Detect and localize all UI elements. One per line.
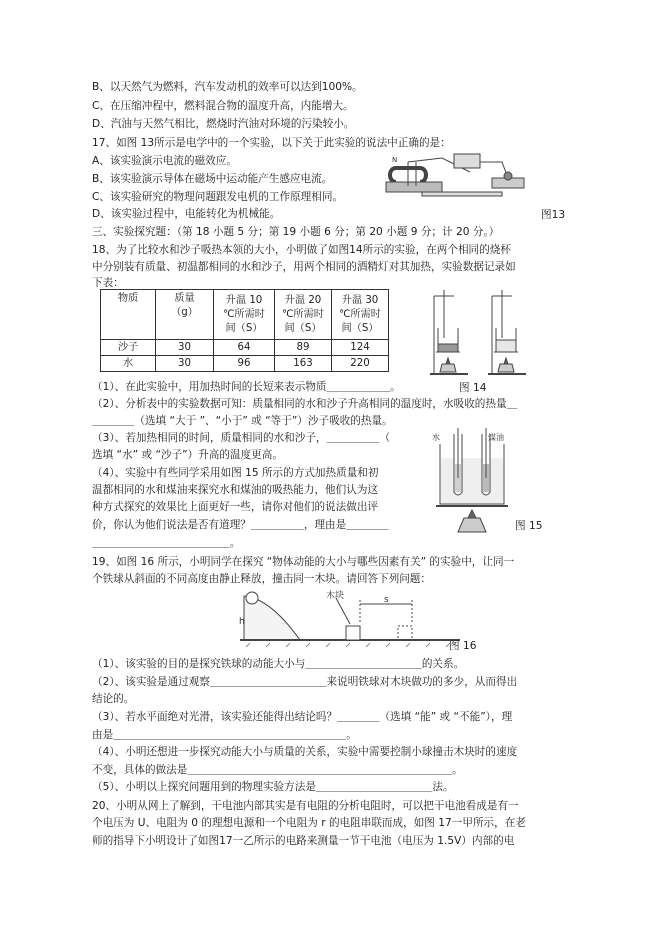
fig16-block-label: 木块	[326, 591, 345, 601]
q18-part-4-line-2: 温都相同的水和煤油来探究水和煤油的吸热能力，他们认为这	[92, 484, 379, 496]
option-b-line: B、以天然气为燃料，汽车发动机的效率可以达到100%。	[92, 81, 363, 93]
table-cell: 64	[214, 340, 275, 356]
q19-part-1: （1）、该实验的目的是探究铁球的动能大小与＿＿＿＿＿＿＿＿＿＿＿的关系。	[92, 658, 465, 670]
q18-part-4-line-5: ＿＿＿＿＿＿＿＿＿＿＿＿＿。	[92, 537, 241, 549]
figure-15-caption: 图 15	[515, 520, 543, 532]
table-cell: 30	[156, 356, 214, 372]
q19-part-4-line-1: （4）、小明还想进一步探究动能大小与质量的关系，实验中需要控制小球撞击木块时的速度	[92, 746, 518, 758]
table-row	[101, 340, 389, 356]
data-table	[100, 289, 389, 372]
table-cell: 96	[214, 356, 275, 372]
q18-part-1: （1）、在此实验中，用加热时间的长短来表示物质＿＿＿＿＿＿。	[92, 381, 401, 393]
q18-line-2: 中分别装有质量、初温都相同的水和沙子，用两个相同的酒精灯对其加热，实验数据记录如	[92, 261, 516, 273]
table-cell: 163	[275, 356, 332, 372]
q18-part-3-line-2: 选填 “水” 或 “沙子”）升高的温度更高。	[92, 449, 283, 461]
q20-line-3: 师的指导下小明设计了如图17一乙所示的电路来测量一节干电池（电压为 1.5V）内部的电	[92, 835, 515, 847]
q19-part-3-line-2: 由是＿＿＿＿＿＿＿＿＿＿＿＿＿＿＿＿＿＿＿＿＿＿。	[92, 729, 357, 741]
q17-option-b: B、该实验演示导体在磁场中运动能产生感应电流。	[92, 173, 333, 185]
q17-option-d: D、该实验过程中，电能转化为机械能。	[92, 208, 281, 220]
table-cell: 30	[156, 340, 214, 356]
q17-option-a: A、该实验演示电流的磁效应。	[92, 155, 237, 167]
header-cell-20: 升温 20 ℃所需时 间（S）	[275, 290, 332, 340]
q18-part-4-line-3: 种方式探究的效果比上面更好一些，请你对他们的说法做出评	[92, 501, 379, 513]
header-cell-substance: 物质	[101, 290, 156, 340]
figure-15-apparatus	[432, 428, 512, 536]
figure-14-caption: 图 14	[459, 382, 487, 394]
q18-line-1: 18、为了比较水和沙子吸热本领的大小，小明做了如图14所示的实验，在两个相同的烧杯	[92, 244, 511, 256]
section-3-heading: 三、实验探究题：（第 18 小题 5 分；第 19 小题 6 分；第 20 小题 9 分；计 20 分。）	[92, 226, 500, 238]
q20-line-1: 20、小明从网上了解到，干电池内部其实是有电阻的分析电阻时，可以把干电池看成是有一	[92, 800, 519, 812]
header-cell-10: 升温 10 ℃所需时 间（S）	[214, 290, 275, 340]
q19-line-2: 个铁球从斜面的不同高度由静止释放，撞击同一木块。请回答下列问题：	[92, 573, 431, 585]
figure-16-apparatus	[240, 588, 460, 648]
table-header-row	[101, 290, 389, 340]
table-cell: 水	[101, 356, 156, 372]
table-cell: 220	[332, 356, 389, 372]
question-17: 17、如图 13所示是电学中的一个实验，以下关于此实验的说法中正确的是：	[92, 137, 451, 149]
q19-part-3-line-1: （3）、若水平面绝对光滑，该实验还能得出结论吗？＿＿＿＿（选填 “能” 或 “不能”），理	[92, 711, 513, 723]
header-cell-mass: 质量 （g）	[156, 290, 214, 340]
q19-part-2-line-2: 结论的。	[92, 693, 135, 705]
q17-option-c: C、该实验研究的物理问题跟发电机的工作原理相同。	[92, 191, 344, 203]
q18-part-3-line-1: （3）、若加热相同的时间，质量相同的水和沙子，＿＿＿＿＿（	[92, 432, 391, 444]
q18-part-4-line-4: 价，你认为他们说法是否有道理？＿＿＿＿＿，理由是＿＿＿＿	[92, 519, 389, 531]
fig13-n-label: N	[392, 156, 398, 164]
q19-part-2-line-1: （2）、该实验是通过观察＿＿＿＿＿＿＿＿＿＿＿来说明铁球对木块做功的多少，从而得出	[92, 676, 518, 688]
q18-part-4-line-1: （4）、实验中有些同学采用如图 15 所示的方式加热质量和初	[92, 467, 379, 479]
q20-line-2: 个电压为 U、电阻为 0 的理想电源和一个电阻为 r 的电阻串联而成，如图 17一甲所示，在老	[92, 817, 526, 829]
q18-line-3: 下表：	[92, 277, 124, 289]
figure-16-caption: 图 16	[449, 640, 477, 652]
figure-13-caption: 图13	[541, 209, 566, 221]
q18-part-2-line-2: ＿＿＿＿（选填 “大于 ”、“小于” 或 “等于”）沙子吸收的热量。	[92, 415, 393, 427]
fig16-h-label: h	[239, 617, 245, 627]
q19-part-5: （5）、小明以上探究问题用到的物理实验方法是＿＿＿＿＿＿＿＿＿＿＿法。	[92, 781, 454, 793]
table-cell: 124	[332, 340, 389, 356]
fig16-s-label: s	[384, 595, 389, 605]
option-c-line: C、在压缩冲程中，燃料混合物的温度升高，内能增大。	[92, 100, 354, 112]
fig15-water-label: 水	[432, 433, 440, 442]
table-cell: 89	[275, 340, 332, 356]
option-d-line: D、汽油与天然气相比，燃烧时汽油对环境的污染较小。	[92, 118, 355, 130]
figure-13-apparatus	[382, 152, 530, 202]
q18-part-2-line-1: （2）、分析表中的实验数据可知：质量相同的水和沙子升高相同的温度时，水吸收的热量＿	[92, 398, 518, 410]
header-cell-30: 升温 30 ℃所需时 间（S）	[332, 290, 389, 340]
q19-part-4-line-2: 不变，具体的做法是＿＿＿＿＿＿＿＿＿＿＿＿＿＿＿＿＿＿＿＿＿＿＿＿＿。	[92, 764, 463, 776]
fig15-oil-label: 煤油	[488, 433, 504, 442]
figure-14-apparatus	[428, 288, 540, 382]
table-cell: 沙子	[101, 340, 156, 356]
table-row	[101, 356, 389, 372]
q19-line-1: 19、如图 16 所示，小明同学在探究 “物体动能的大小与哪些因素有关” 的实验中，让同一	[92, 556, 515, 568]
